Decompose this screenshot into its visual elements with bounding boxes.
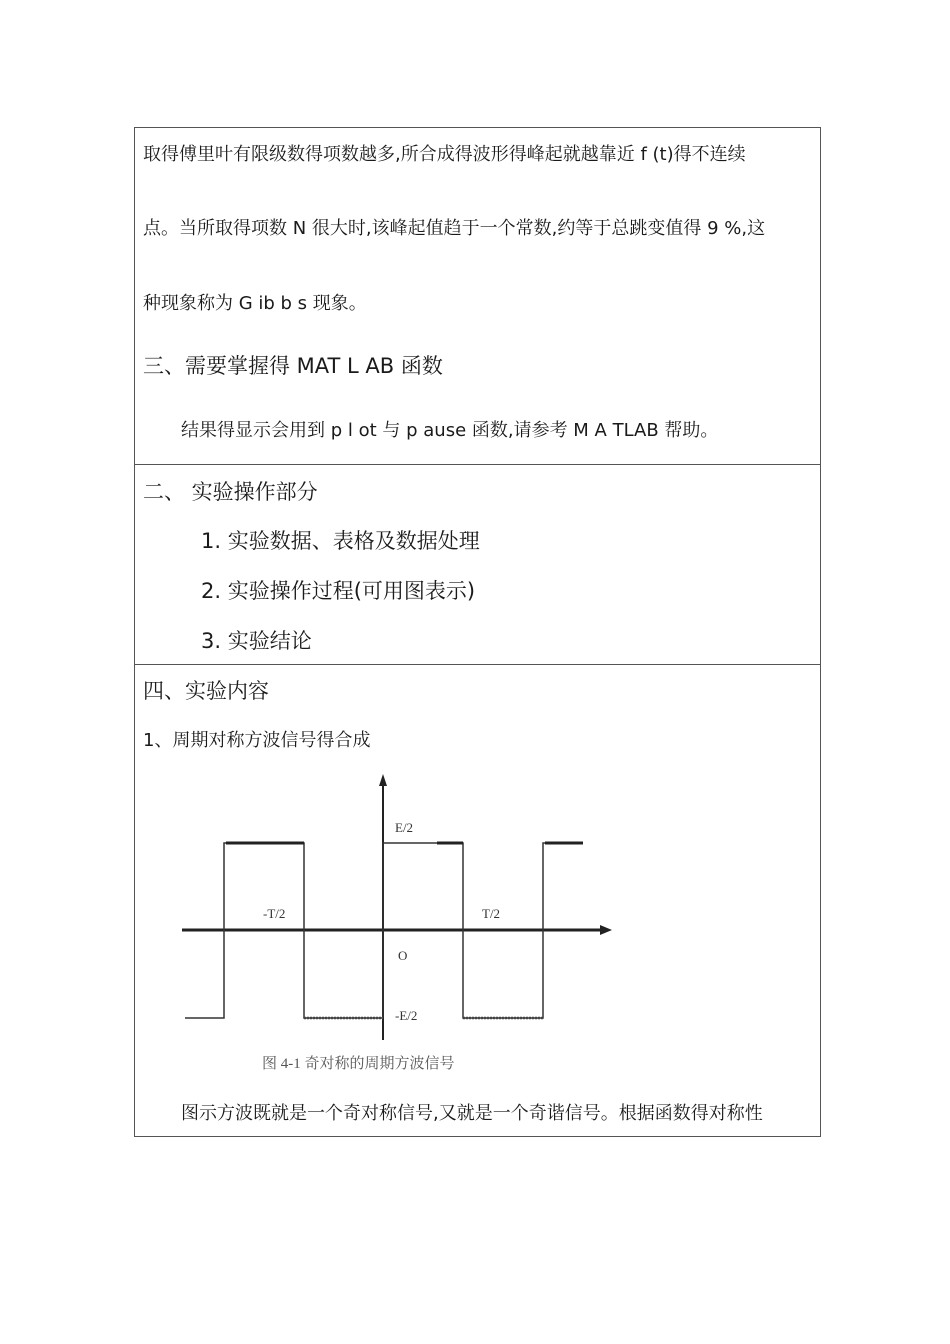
figure-caption: 图 4-1 奇对称的周期方波信号 xyxy=(262,1056,455,1072)
list-item: 3. 实验结论 xyxy=(201,629,312,653)
x-axis-arrow-icon xyxy=(600,925,612,935)
subheading: 1、周期对称方波信号得合成 xyxy=(143,730,371,751)
y-axis-arrow-icon xyxy=(379,774,387,786)
paragraph-line: 种现象称为 G ib b s 现象。 xyxy=(143,293,367,314)
section-heading-operation: 二、 实验操作部分 xyxy=(143,480,318,504)
paragraph-line: 结果得显示会用到 p l ot 与 p ause 函数,请参考 M A TLAB 帮助。 xyxy=(181,420,719,441)
list-item: 2. 实验操作过程(可用图表示) xyxy=(201,579,476,603)
neg-half-period-label: -T/2 xyxy=(263,906,286,921)
neg-amp-label: -E/2 xyxy=(395,1008,418,1023)
paragraph-line: 点。当所取得项数 N 很大时,该峰起值趋于一个常数,约等于总跳变值得 9 %,这 xyxy=(143,218,766,239)
section-heading-matlab: 三、需要掌握得 MAT L AB 函数 xyxy=(143,354,443,378)
amp-label: E/2 xyxy=(395,820,414,835)
paragraph-line: 取得傅里叶有限级数得项数越多,所合成得波形得峰起就越靠近 f (t)得不连续 xyxy=(143,144,746,165)
origin-label: O xyxy=(398,948,408,963)
half-period-label: T/2 xyxy=(482,906,501,921)
paragraph-line: 图示方波既就是一个奇对称信号,又就是一个奇谐信号。根据函数得对称性 xyxy=(181,1103,763,1124)
section-heading-content: 四、实验内容 xyxy=(143,679,269,703)
list-item: 1. 实验数据、表格及数据处理 xyxy=(201,529,480,553)
